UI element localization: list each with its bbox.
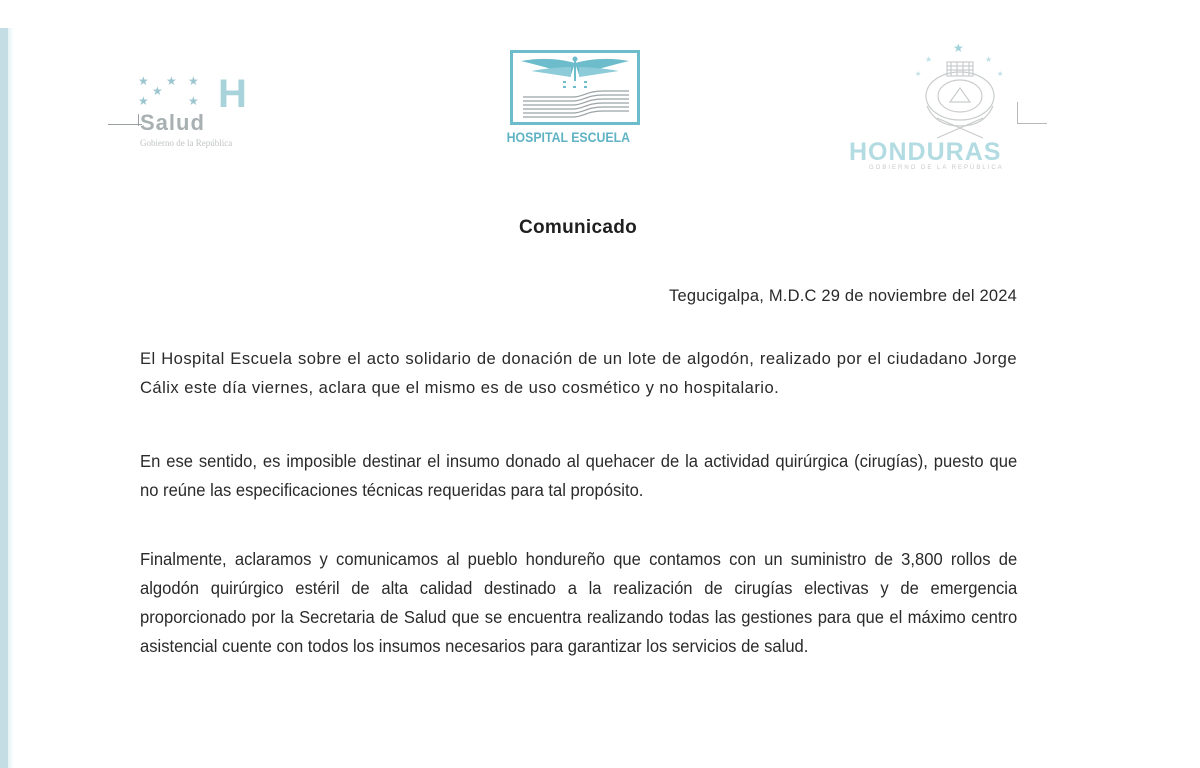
stars-icon: ★ ★ ★ ★ ★ ★	[138, 74, 199, 108]
hospital-emblem-frame	[510, 50, 640, 125]
coat-of-arms-icon	[845, 40, 1015, 140]
honduras-government-logo	[845, 40, 1045, 175]
salud-logo-line	[108, 124, 142, 125]
honduras-subtitle: GOBIERNO DE LA REPÚBLICA	[869, 165, 1004, 171]
svg-text:★: ★	[997, 71, 1004, 78]
honduras-wordmark: HONDURAS	[849, 138, 1002, 166]
hospital-name: HOSPITAL ESCUELA	[506, 129, 631, 145]
salud-h-mark: H	[218, 72, 246, 116]
svg-text:★: ★	[985, 55, 993, 64]
document-title: Comunicado	[518, 217, 638, 238]
honduras-logo-line	[1017, 102, 1018, 124]
date-line: Tegucigalpa, M.D.C 29 de noviembre del 2024	[669, 287, 1017, 305]
svg-text:★: ★	[925, 55, 933, 64]
svg-text:★: ★	[953, 41, 964, 55]
salud-logo	[108, 70, 308, 155]
svg-text:★: ★	[915, 71, 922, 78]
paragraph-1: El Hospital Escuela sobre el acto solidario de donación de un lote de algodón, realizado por el ciudadano Jorge Cálix este día viernes, aclara que el mismo es de uso cosmético y no hospitalario.	[140, 349, 1017, 397]
left-edge-bar	[0, 28, 8, 768]
honduras-logo-line	[1017, 123, 1047, 124]
paragraph-3: Finalmente, aclaramos y comunicamos al pueblo hondureño que contamos con un suministro de 3,800 rollos de algodón quirúrgico estéril de alta calidad destinado a la realización de cirugías electivas y de emergencia proporcionado por la Secretaria de Salud que se encuentra realizando todas las gestiones para que el máximo centro asistencial cuente con todos los insumos necesarios para garantizar los servicios de salud.	[140, 549, 1018, 656]
salud-subtitle: Gobierno de la República	[140, 138, 233, 148]
left-edge-shadow	[8, 28, 14, 768]
hospital-escuela-logo	[505, 45, 655, 155]
paragraph-2: En ese sentido, es imposible destinar el insumo donado al quehacer de la actividad quirúrgica (cirugías), puesto que no reúne las especificaciones técnicas requeridas para tal propósito.	[140, 451, 1018, 500]
caduceus-book-icon	[513, 53, 637, 122]
salud-wordmark: Salud	[140, 110, 205, 135]
